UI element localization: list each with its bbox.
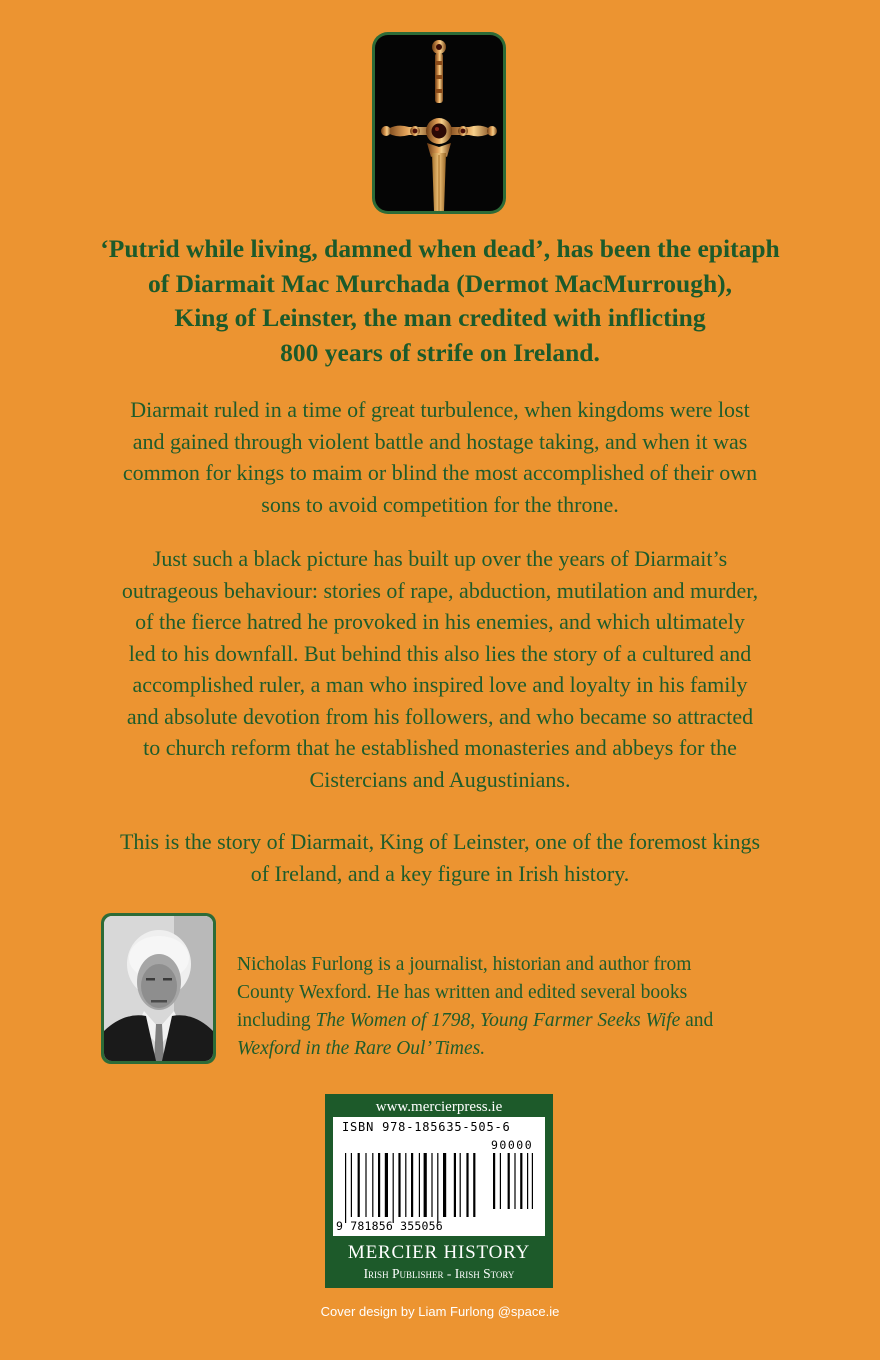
author-bio-line-3-end: and — [680, 1010, 714, 1031]
barcode-bar — [419, 1153, 420, 1217]
barcode-bar — [365, 1153, 366, 1217]
blurb-paragraph-3: This is the story of Diarmait, King of Leinster, one of the foremost kings of Ireland, and a key figure in Irish history. — [119, 829, 761, 886]
addon-bar — [508, 1153, 510, 1209]
sword-image-frame — [372, 32, 506, 214]
barcode-bar — [424, 1153, 427, 1217]
addon-bar — [493, 1153, 495, 1209]
book-title-women-1798: The Women of 1798 — [315, 1010, 471, 1031]
author-bio-line-1: Nicholas Furlong is a journalist, historian and author from — [237, 954, 692, 975]
barcode-bar — [466, 1153, 468, 1217]
barcode-bar — [398, 1153, 400, 1217]
barcode-bar — [385, 1153, 388, 1217]
author-bio-line-3-start: including — [237, 1010, 316, 1031]
author-bio-line-4 — [237, 1035, 837, 1063]
barcode-bar — [460, 1153, 461, 1217]
author-bio-line-3 — [237, 1007, 837, 1035]
cover-design-credit: Cover design by Liam Furlong @space.ie — [320, 1304, 560, 1319]
author-bio — [237, 951, 837, 1063]
series-title: MERCIER HISTORY — [347, 1242, 531, 1263]
barcode-bar — [431, 1153, 432, 1217]
author-photo — [101, 913, 216, 1064]
sword-image — [375, 35, 503, 211]
barcode-bar — [351, 1153, 352, 1217]
barcode-bar — [405, 1153, 406, 1217]
blurb-paragraph-1: Diarmait ruled in a time of great turbulence, when kingdoms were lost and gained through violent battle and hostage taking, and when it was common for kings to maim or blind the most accomplished of their own sons to avoid competition for the throne. — [122, 397, 758, 517]
barcode-bars — [345, 1153, 535, 1223]
addon-bar — [527, 1153, 528, 1209]
blurb-paragraph-2: Just such a black picture has built up over the years of Diarmait’s outrageous behaviour: stories of rape, abduction, mutilation and murder, of the fierce hatred he provoked in his enemies, and which ultimately led to his downfall. But behind this also lies the story of a cultured and accomplished ruler, a man who inspired love and loyalty in his family and absolute devotion from his followers, and who became so attracted to church reform that he established monasteries and abbeys for the Cistercians and Augustinians. — [121, 546, 759, 792]
book-title-wexford: Wexford in the Rare Oul’ Times. — [237, 1038, 486, 1059]
barcode-bar — [345, 1153, 346, 1223]
price-addon-number: 90000 — [491, 1138, 534, 1152]
addon-bar — [514, 1153, 515, 1209]
addon-bar — [532, 1153, 533, 1209]
author-bio-line-2: County Wexford. He has written and edited several books — [237, 982, 688, 1003]
barcode-bar — [358, 1153, 360, 1217]
barcode-bar — [411, 1153, 413, 1217]
barcode-label — [333, 1117, 545, 1236]
addon-bar — [520, 1153, 522, 1209]
barcode-bar — [393, 1153, 394, 1223]
publisher-url: www.mercierpress.ie — [375, 1099, 503, 1115]
ean-number: 9 781856 355056 — [336, 1219, 443, 1233]
series-tagline: Irish Publisher - Irish Story — [363, 1266, 515, 1281]
barcode-bar — [473, 1153, 475, 1217]
barcode-panel — [325, 1094, 553, 1288]
addon-bar — [500, 1153, 501, 1209]
book-title-young-farmer: Young Farmer Seeks Wife — [480, 1010, 681, 1031]
barcode-bar — [372, 1153, 373, 1217]
barcode-bar — [443, 1153, 446, 1217]
headline-quote: ‘Putrid while living, damned when dead’, has been the epitaph of Diarmait Mac Murchada (Dermot MacMurrough), King of Leinster, the man credited with inflicting 800 years of strife on Ireland. — [100, 234, 780, 367]
barcode-bar — [437, 1153, 438, 1223]
isbn-text: ISBN 978-185635-505-6 — [342, 1120, 511, 1134]
book-title-separator: , — [470, 1010, 481, 1031]
barcode-bar — [378, 1153, 380, 1217]
barcode-bar — [454, 1153, 456, 1217]
